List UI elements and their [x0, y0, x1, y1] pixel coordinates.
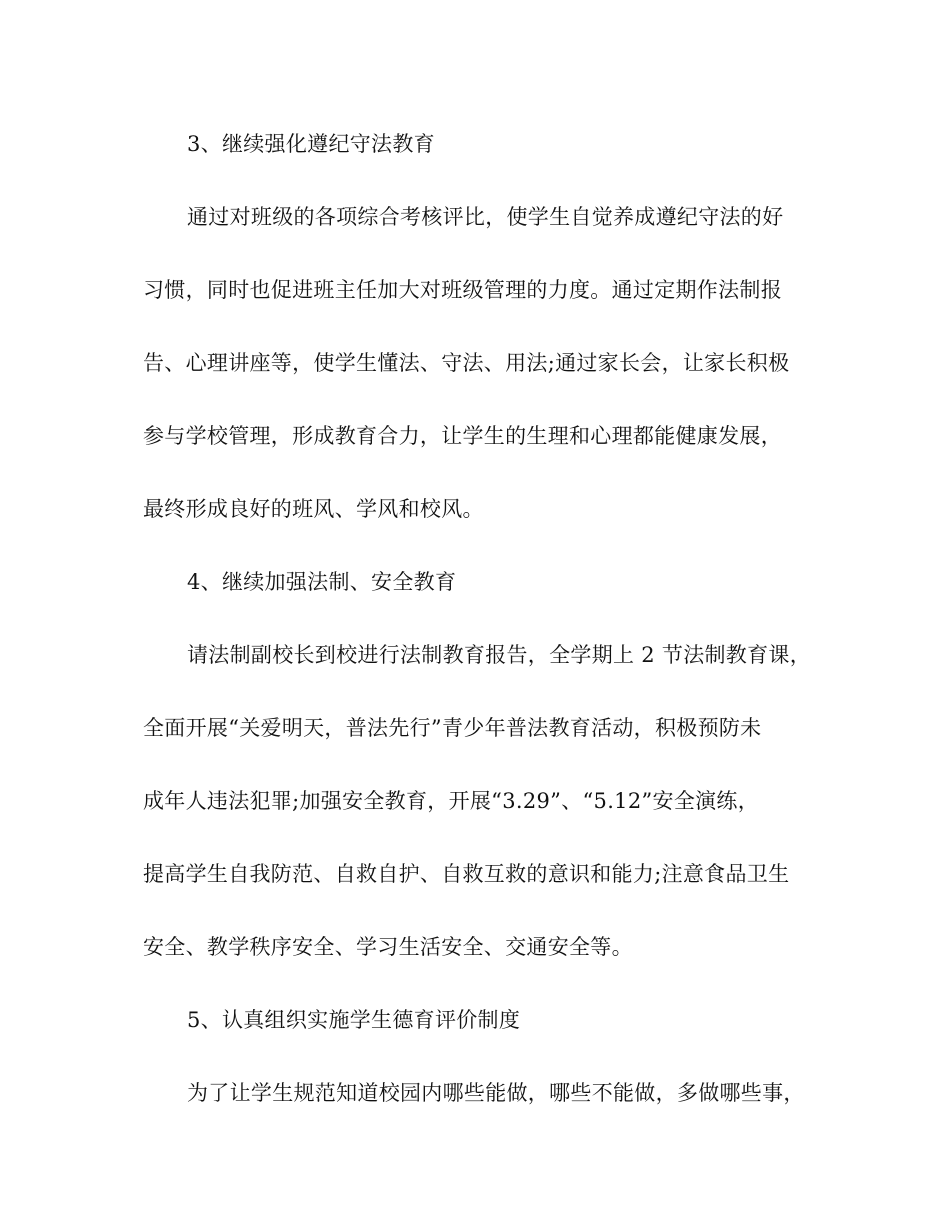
paragraph-line: 为了让学生规范知道校园内哪些能做，哪些不能做，多做哪些事， [187, 1081, 805, 1105]
paragraph-line: 请法制副校长到校进行法制教育报告，全学期上 2 节法制教育课， [187, 643, 812, 667]
paragraph-line: 全面开展“关爱明天，普法先行”青少年普法教育活动，积极预防未 [143, 716, 762, 740]
paragraph-line: 习惯，同时也促进班主任加大对班级管理的力度。通过定期作法制报 [143, 278, 782, 302]
section-heading-5: 5、认真组织实施学生德育评价制度 [187, 1008, 521, 1032]
section-heading-3: 3、继续强化遵纪守法教育 [187, 132, 435, 156]
paragraph-line: 提高学生自我防范、自救自护、自救互救的意识和能力;注意食品卫生 [143, 862, 790, 886]
paragraph-line: 参与学校管理，形成教育合力，让学生的生理和心理都能健康发展， [143, 424, 782, 448]
paragraph-line: 告、心理讲座等，使学生懂法、守法、用法;通过家长会，让家长积极 [143, 351, 790, 375]
paragraph-line: 安全、教学秩序安全、学习生活安全、交通安全等。 [143, 935, 633, 959]
section-heading-4: 4、继续加强法制、安全教育 [187, 570, 457, 594]
paragraph-line: 成年人违法犯罪;加强安全教育，开展“3.29”、“5.12”安全演练， [143, 789, 760, 813]
paragraph-line: 通过对班级的各项综合考核评比，使学生自觉养成遵纪守法的好 [187, 205, 784, 229]
paragraph-line: 最终形成良好的班风、学风和校风。 [143, 497, 484, 521]
